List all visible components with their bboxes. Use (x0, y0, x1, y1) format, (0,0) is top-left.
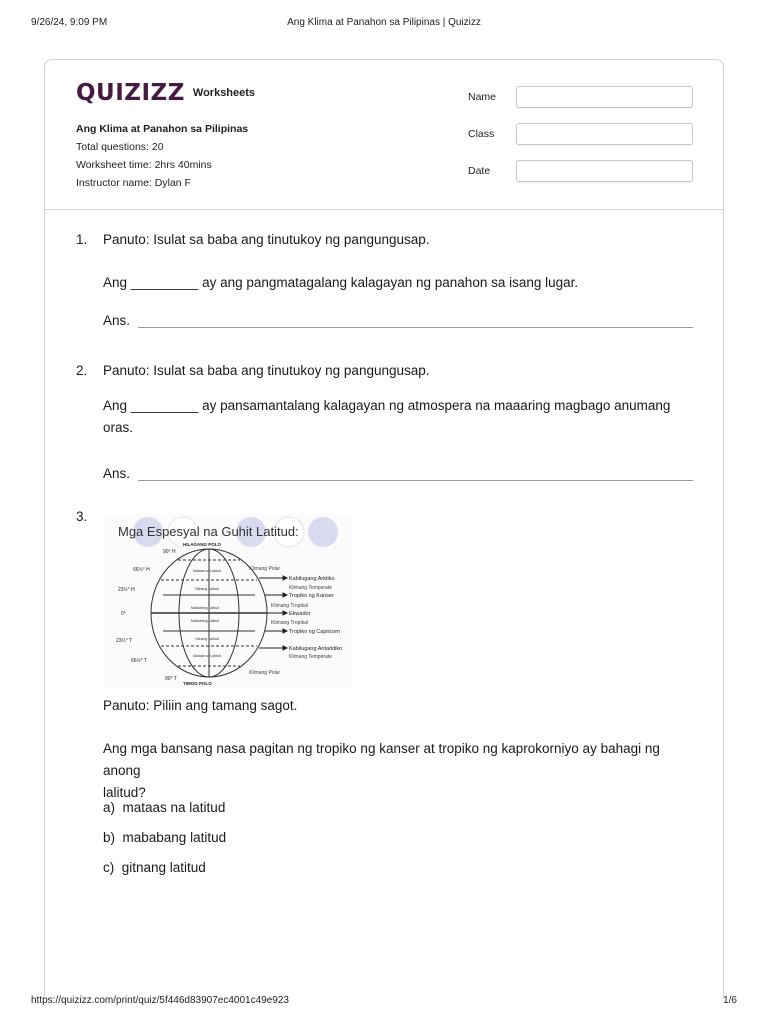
svg-text:Klimang Polar: Klimang Polar (249, 670, 281, 676)
svg-text:66½° T: 66½° T (131, 658, 148, 664)
class-label: Class (468, 128, 495, 140)
svg-text:Kabilugang Antarktiko: Kabilugang Antarktiko (289, 646, 343, 652)
question-instruction: Panuto: Isulat sa baba ang tinutukoy ng pangungusap. (103, 232, 430, 247)
worksheet-time: Worksheet time: 2hrs 40mins (76, 159, 212, 171)
print-header (31, 17, 737, 31)
date-label: Date (468, 165, 491, 177)
date-row (468, 160, 693, 182)
logo-suffix: Worksheets (192, 87, 256, 99)
svg-text:Klimang Temperate: Klimang Temperate (289, 585, 332, 591)
svg-text:23½° T: 23½° T (116, 638, 133, 644)
student-fields (468, 86, 693, 197)
quiz-title: Ang Klima at Panahon sa Pilipinas (76, 123, 249, 135)
option-a[interactable] (103, 797, 402, 827)
prompt-line: oras. (103, 420, 134, 435)
worksheet (44, 59, 724, 999)
option-text: mababang latitud (122, 830, 227, 845)
option-b[interactable] (103, 827, 402, 857)
print-url: https://quizizz.com/print/quiz/5f446d83907ec4001c49e923 (31, 995, 289, 1006)
page-number: 1/6 (723, 995, 737, 1006)
worksheet-header (45, 60, 723, 210)
total-questions: Total questions: 20 (76, 141, 164, 153)
decor-circle-icon (308, 517, 338, 547)
quizizz-logo (76, 80, 255, 106)
prompt-line: lalitud? (103, 785, 146, 800)
class-field[interactable] (516, 123, 693, 145)
svg-text:66½° H: 66½° H (133, 567, 150, 573)
svg-text:TIMOG POLO: TIMOG POLO (183, 681, 212, 686)
svg-text:Klimang Tropikal: Klimang Tropikal (271, 603, 308, 609)
question-instruction: Panuto: Isulat sa baba ang tinutukoy ng pangungusap. (103, 363, 430, 378)
question-number: 3. (76, 509, 88, 524)
svg-text:Mababang Latitud: Mababang Latitud (191, 619, 220, 623)
option-letter: c) (103, 860, 122, 875)
svg-text:Klimang Polar: Klimang Polar (249, 566, 281, 572)
question-number: 2. (76, 363, 88, 378)
svg-text:Klimang Tropikal: Klimang Tropikal (271, 620, 308, 626)
answer-row (103, 466, 693, 481)
print-date: 9/26/24, 9:09 PM (31, 17, 108, 28)
svg-text:Mababang Latitud: Mababang Latitud (191, 606, 220, 610)
name-field[interactable] (516, 86, 693, 108)
option-c[interactable] (103, 857, 402, 887)
svg-text:Mataas na Latitud: Mataas na Latitud (193, 654, 221, 658)
svg-text:90° H: 90° H (163, 549, 176, 555)
class-row (468, 123, 693, 145)
print-footer (31, 995, 737, 1009)
option-text: mataas na latitud (122, 800, 226, 815)
question-prompt: Ang _________ ay ang pangmatagalang kalagayan ng panahon sa isang lugar. (103, 275, 579, 290)
name-row (468, 86, 693, 108)
svg-text:0°: 0° (121, 611, 126, 617)
prompt-line: Ang mga bansang nasa pagitan ng tropiko ng kanser at tropiko ng kaprokorniyo ay bahagi ng anong (103, 741, 660, 778)
print-title: Ang Klima at Panahon sa Pilipinas | Quizizz (287, 17, 481, 28)
option-letter: a) (103, 800, 123, 815)
svg-text:90° T: 90° T (165, 676, 177, 682)
logo-wordmark: QUIZIZZ (76, 80, 185, 106)
svg-text:HILAGANG POLO: HILAGANG POLO (183, 542, 221, 547)
option-text: gitnang latitud (121, 860, 206, 875)
svg-text:Tropiko ng Kanser: Tropiko ng Kanser (289, 593, 334, 599)
svg-text:Kabilugang Arktiko: Kabilugang Arktiko (289, 576, 335, 582)
option-letter: b) (103, 830, 123, 845)
diagram-title: Mga Espesyal na Guhit Latitud: (118, 524, 299, 539)
svg-text:Gitnang Latitud: Gitnang Latitud (195, 587, 219, 591)
worksheet-meta (76, 120, 248, 192)
answer-label: Ans. (103, 466, 131, 481)
answer-options (103, 797, 693, 887)
question-instruction: Panuto: Piliin ang tamang sagot. (103, 698, 298, 713)
name-label: Name (468, 91, 497, 103)
question-prompt (103, 738, 693, 804)
answer-label: Ans. (103, 313, 131, 328)
svg-text:Klimang Temperate: Klimang Temperate (289, 654, 332, 660)
svg-text:23½° H: 23½° H (118, 587, 135, 593)
svg-text:Mataas na Latitud: Mataas na Latitud (193, 569, 221, 573)
answer-line[interactable] (138, 314, 693, 328)
svg-text:Gitnang Latitud: Gitnang Latitud (195, 637, 219, 641)
answer-line[interactable] (138, 467, 693, 481)
latitude-diagram (103, 514, 353, 689)
svg-text:Ekwador: Ekwador (289, 611, 311, 617)
question-number: 1. (76, 232, 88, 247)
prompt-line: Ang _________ ay pansamantalang kalagayan ng atmospera na maaaring magbago anumang (103, 398, 671, 413)
answer-row (103, 313, 693, 328)
instructor-name: Instructor name: Dylan F (76, 177, 191, 189)
question-prompt (103, 395, 693, 439)
date-field[interactable] (516, 160, 693, 182)
svg-text:Tropiko ng Capricorn: Tropiko ng Capricorn (289, 629, 341, 635)
